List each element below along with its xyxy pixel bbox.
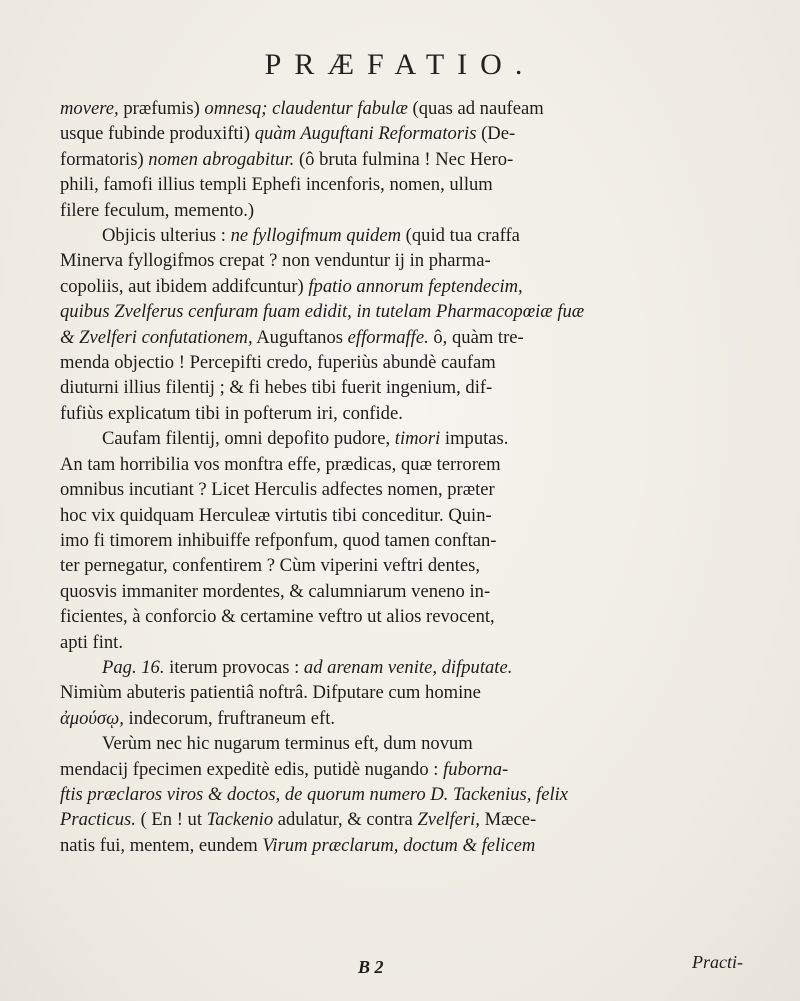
text-run: copoliis, aut ibidem addifcuntur) <box>60 275 309 297</box>
italic-run: fpatio annorum feptendecim, <box>308 275 523 297</box>
text-line <box>60 630 754 655</box>
text-run: mendacij fpecimen expeditè edis, putidè nugando : <box>60 758 444 780</box>
italic-run: Tackenio <box>206 809 274 831</box>
text-line <box>60 503 754 528</box>
text-line <box>60 655 754 680</box>
text-line <box>60 426 754 451</box>
text-run: formatoris) <box>60 148 149 170</box>
signature-mark: B 2 <box>358 957 384 977</box>
text-run: Objicis ulterius : <box>102 225 231 247</box>
text-run: præfumis) <box>118 98 205 119</box>
italic-run: movere, <box>60 98 119 119</box>
text-run: Mæce- <box>479 809 537 831</box>
text-line <box>60 604 754 629</box>
italic-run: Practicus. <box>60 809 136 831</box>
text-run: ter pernegatur, confentirem ? Cùm viperini veftri dentes, <box>60 555 481 577</box>
text-run: (quas ad naufeam <box>407 98 544 119</box>
text-run: filere feculum, memento.) <box>60 199 255 221</box>
text-line <box>60 401 754 426</box>
page-header: PRÆFATIO. <box>264 48 536 81</box>
text-line <box>60 96 754 121</box>
text-line <box>60 807 754 832</box>
text-run: Auguftanos <box>252 326 348 348</box>
text-line <box>60 375 754 400</box>
italic-run: nomen abrogabitur. <box>148 148 295 170</box>
text-run: (De- <box>476 123 516 145</box>
text-run: ô, quàm tre- <box>428 326 524 348</box>
text-run: natis fui, mentem, eundem <box>60 834 263 856</box>
text-run: (quid tua craffa <box>401 225 520 247</box>
text-line <box>60 528 754 553</box>
text-line <box>60 757 754 782</box>
text-line <box>60 350 754 375</box>
italic-run: timori <box>394 428 441 450</box>
italic-run: omnesq; claudentur fabulæ <box>204 98 408 119</box>
text-line <box>60 833 754 858</box>
text-line <box>60 121 754 146</box>
text-run: usque fubinde produxifti) <box>60 123 255 145</box>
text-run: quosvis immaniter mordentes, & calumniarum veneno in- <box>60 580 491 602</box>
italic-run: Virum præclarum, doctum & felicem <box>262 834 536 856</box>
italic-run: ἀμούσῳ, <box>60 707 124 729</box>
text-run: omnibus incutiant ? Licet Herculis adfectes nomen, præter <box>60 479 495 501</box>
italic-run: efformaffe. <box>347 326 429 348</box>
text-run: iterum provocas : <box>164 656 304 678</box>
text-run: ficientes, à conforcio & certamine veftro ut alios revocent, <box>60 606 495 628</box>
text-line <box>60 223 754 248</box>
text-line <box>60 274 754 299</box>
italic-run: Zvelferi, <box>417 809 480 831</box>
text-line <box>60 325 754 350</box>
text-run: Nimiùm abuteris patientiâ noftrâ. Difputare cum homine <box>60 682 481 704</box>
italic-run: quàm <box>254 123 301 145</box>
text-line <box>60 248 754 273</box>
italic-run: ne fyllogifmum quidem <box>230 225 402 247</box>
italic-run: ftis præclaros viros & doctos, de quorum numero D. Tackenius, felix <box>60 783 569 805</box>
text-line <box>60 680 754 705</box>
text-line <box>60 299 754 324</box>
text-run: diuturni illius filentij ; & fi hebes tibi fuerit ingenium, dif- <box>60 377 493 399</box>
text-line <box>60 147 754 172</box>
text-line <box>60 198 754 223</box>
italic-run: Auguftani Reformatoris <box>300 123 477 145</box>
italic-run: quibus Zvelferus cenfuram fuam edidit, in tutelam Pharmacopœiæ fuæ <box>60 301 585 323</box>
catchword: Practi- <box>692 952 743 972</box>
text-run: An tam horribilia vos monftra effe, prædicas, quæ terrorem <box>60 453 501 475</box>
text-line <box>60 172 754 197</box>
text-run: indecorum, fruftraneum eft. <box>123 707 336 729</box>
italic-run: ad arenam venite, difputate. <box>303 656 513 678</box>
italic-run: Pag. 16. <box>102 656 165 678</box>
text-line <box>60 731 754 756</box>
body-text <box>60 96 754 858</box>
text-run: phili, famofi illius templi Ephefi incenforis, nomen, ullum <box>60 174 493 196</box>
italic-run: & Zvelferi confutationem, <box>60 326 253 348</box>
italic-run: fuborna- <box>443 758 509 780</box>
text-run: Minerva fyllogifmos crepat ? non venduntur ij in pharma- <box>60 250 491 272</box>
text-line <box>60 706 754 731</box>
text-run: Verùm nec hic nugarum terminus eft, dum novum <box>102 733 473 755</box>
text-run: menda objectio ! Percepifti credo, fuperiùs abundè caufam <box>60 352 496 374</box>
text-run: Caufam filentij, omni depofito pudore, <box>102 428 395 450</box>
text-line <box>60 553 754 578</box>
text-run: hoc vix quidquam Herculeæ virtutis tibi conceditur. Quin- <box>60 504 492 526</box>
text-run: adulatur, & contra <box>273 809 418 831</box>
text-run: (ô bruta fulmina ! Nec Hero- <box>294 148 514 170</box>
text-line <box>60 452 754 477</box>
text-run: ( En ! ut <box>135 809 207 831</box>
text-line <box>60 579 754 604</box>
text-line <box>60 782 754 807</box>
text-run: imo fi timorem inhibuiffe refponfum, quod tamen conftan- <box>60 529 497 551</box>
text-line <box>60 477 754 502</box>
text-run: fufiùs explicatum tibi in pofterum iri, confide. <box>60 402 403 424</box>
text-run: imputas. <box>440 428 509 450</box>
text-run: apti fint. <box>60 631 123 653</box>
